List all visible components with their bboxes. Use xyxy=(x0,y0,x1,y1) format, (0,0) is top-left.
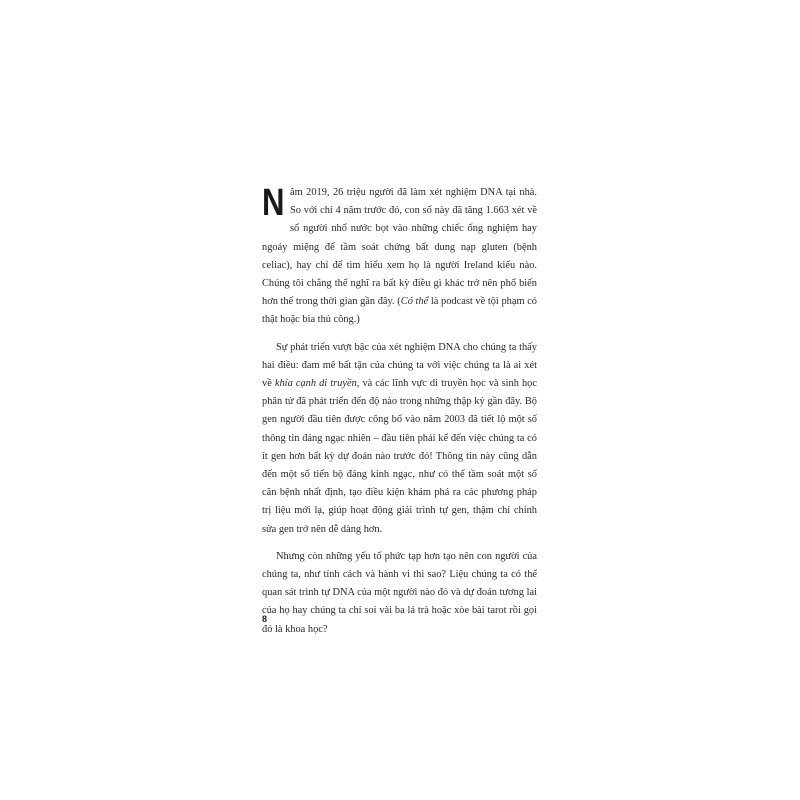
body-text xyxy=(262,184,537,648)
text-segment: là podcast về tội phạm có thật hoặc bia thủ công.) xyxy=(262,296,538,326)
paragraph-3 xyxy=(262,548,537,639)
drop-cap: N xyxy=(262,182,285,224)
italic-text: khía cạnh di truyền xyxy=(274,378,357,390)
italic-text: Có thể xyxy=(400,296,429,308)
text-segment: Sự phát triển vượt bậc của xét nghiệm DNA cho chúng ta thấy hai điều: đam mê bất tận của chúng ta với việc chúng ta là ai xét về xyxy=(262,341,537,390)
text-segment: Nhưng còn những yếu tố phức tạp hơn tạo nên con người của chúng ta, như tính cách và hành vi thì sao? Liệu chúng ta có thể quan sát trình tự DNA của một người nào đó và dự đoán tương lai của họ hay chúng ta chỉ soi vài ba lá trà hoặc xòe bài tarot rồi gọi đó là khoa học? xyxy=(262,550,537,635)
paragraph-1 xyxy=(262,184,537,330)
text-segment: ăm 2019, 26 triệu người đã làm xét nghiệm DNA tại nhà. So với chỉ 4 năm trước đó, con số này đã tăng 1.663 xét về số người nhổ nước bọt vào những chiếc ống nghiệm hay ngoáy miệng để tầm soát chứng bất dung nạp gluten (bệnh celiac), hay chỉ để tìm hiểu xem họ là người Ireland kiểu nào. Chúng tôi chẳng thể nghĩ ra bất kỳ điều gì khác trở nên phổ biến hơn thế trong thời gian gần đây. ( xyxy=(262,187,537,308)
paragraph-2 xyxy=(262,339,537,539)
text-segment: , và các lĩnh vực di truyền học và sinh học phân tử đã phát triển đến độ nào trong những thập kỷ gần đây. Bộ gen người đầu tiên được công bố vào năm 2003 đã tiết lộ một số thông tin đáng ngạc nhiên – đầu tiên phải kể đến việc chúng ta có ít gen hơn bất kỳ dự đoán nào trước đó! Thông tin này cũng dẫn đến một số tiến bộ đáng kinh ngạc, như có thể tầm soát một số căn bệnh nhất định, tạo điều kiện khám phá ra các phương pháp trị liệu mới lạ, giúp hoạt động giải trình tự gen, thậm chí chỉnh sửa gen trở nên dễ dàng hơn. xyxy=(262,378,537,535)
page-number: 8 xyxy=(262,614,268,624)
